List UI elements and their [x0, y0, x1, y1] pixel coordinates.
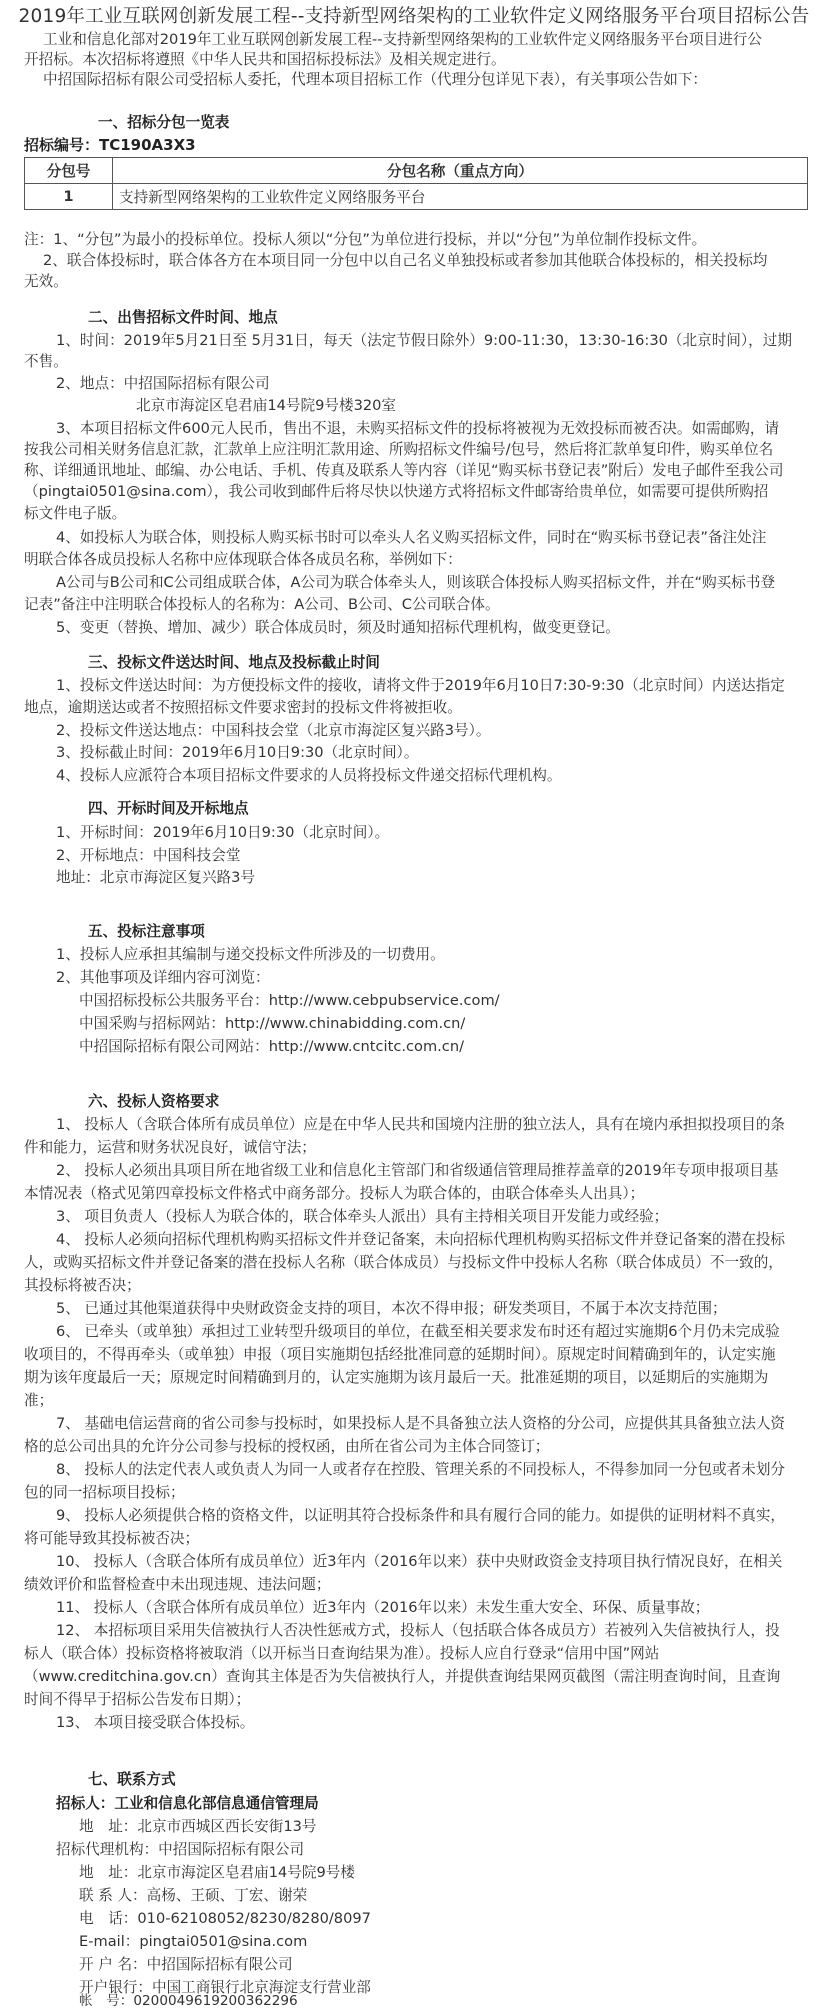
text-line: 时间不得早于招标公告发布日期）； [24, 1691, 251, 1708]
text-line: 13、 本项目接受联合体投标。 [56, 1714, 255, 1731]
text-line: 2、开标地点：中国科技会堂 [56, 847, 241, 864]
text-line: 1、投标人应承担其编制与递交投标文件所涉及的一切费用。 [56, 946, 445, 963]
text-line: 准； [24, 1392, 54, 1409]
text-line: 2、地点：中招国际招标有限公司 [56, 375, 270, 392]
text-line: 1、 投标人（含联合体所有成员单位）应是在中华人民共和国境内注册的独立法人，具有在境内承担拟投项目的条 [56, 1116, 786, 1133]
text-line: 标文件电子版。 [24, 505, 127, 522]
text-line: 1、时间：2019年5月21日至 5月31日，每天（法定节假日除外）9:00-11:30，13:30-16:30（北京时间），过期 [56, 332, 792, 349]
section-heading-opening: 四、开标时间及开标地点 [88, 800, 249, 817]
contact-tenderer: 招标人：工业和信息化部信息通信管理局 [56, 1795, 319, 1812]
text-line: 2、投标文件送达地点：中国科技会堂（北京市海淀区复兴路3号）。 [56, 722, 491, 739]
text-line: 格的总公司出具的允许分公司参与投标的授权函，由所在省公司为主体合同签订； [24, 1438, 550, 1455]
text-line: 6、 已牵头（或单独）承担过工业转型升级项目的单位，在截至相关要求发布时还有超过实施期6个月仍未完成验 [56, 1323, 780, 1340]
text-line: 称、详细通讯地址、邮编、办公电话、手机、传真及联系人等内容（详见“购买标书登记表”附后）发电子邮件至我公司 [24, 462, 784, 479]
section-heading-sale: 二、出售招标文件时间、地点 [88, 309, 278, 326]
text-line: 4、如投标人为联合体，则投标人购买标书时可以牵头人名义购买招标文件，同时在“购买标书登记表”备注处注 [56, 529, 767, 546]
text-line: 4、 投标人必须向招标代理机构购买招标文件并登记备案，未向招标代理机构购买招标文件并登记备案的潜在投标 [56, 1231, 786, 1248]
contact-line: E-mail：pingtai0501@sina.com [79, 1933, 308, 1950]
text-line: 本情况表（格式见第四章投标文件格式中商务部分。投标人为联合体的，由联合体牵头人出具）； [24, 1185, 645, 1202]
text-line: 8、 投标人的法定代表人或负责人为同一人或者存在控股、管理关系的不同投标人，不得参加同一分包或者未划分 [56, 1461, 786, 1478]
text-line: 记表”备注中注明联合体投标人的名称为：A公司、B公司、C公司联合体。 [24, 596, 500, 613]
text-line: 7、 基础电信运营商的省公司参与投标时，如果投标人是不具备独立法人资格的分公司，应提供其具备独立法人资 [56, 1415, 786, 1432]
contact-line: 地 址：北京市海淀区皂君庙14号院9号楼 [79, 1864, 355, 1881]
contact-line: 开 户 名：中招国际招标有限公司 [79, 1956, 293, 1973]
text-line: A公司与B公司和C公司组成联合体，A公司为联合体牵头人，则该联合体投标人购买招标文件，并在“购买标书登 [56, 574, 776, 591]
contact-line: 地 址：北京市西城区西长安街13号 [79, 1818, 317, 1835]
link-line: 中国采购与招标网站：http://www.chinabidding.com.cn/ [79, 1015, 466, 1032]
text-line: 明联合体各成员投标人名称中应体现联合体各成员名称，举例如下： [24, 551, 462, 568]
text-line: 按我公司相关财务信息汇款，汇款单上应注明汇款用途、所购招标文件编号/包号，然后将汇款单复印件，购买单位名 [24, 441, 774, 458]
table-cell: 1 [25, 184, 113, 210]
link-line: 中招国际招标有限公司网站：http://www.cntcitc.com.cn/ [79, 1038, 464, 1055]
page-title: 2019年工业互联网创新发展工程--支持新型网络架构的工业软件定义网络服务平台项目招标公告 [18, 6, 810, 27]
text-line: 人，或购买招标文件并登记备案的潜在投标人名称（联合体成员）与投标文件中投标人名称（联合体成员）不一致的， [24, 1254, 783, 1271]
text-line: 3、 项目负责人（投标人为联合体的，联合体牵头人派出）具有主持相关项目开发能力或经验； [56, 1208, 669, 1225]
note-line: 2、联合体投标时，联合体各方在本项目同一分包中以自己名义单独投标或者参加其他联合体投标的，相关投标均 [43, 252, 768, 269]
contact-line: 电 话：010-62108052/8230/8280/8097 [79, 1910, 371, 1927]
text-line: 10、 投标人（含联合体所有成员单位）近3年内（2016年以来）获中央财政资金支持项目执行情况良好，在相关 [56, 1553, 783, 1570]
text-line: 北京市海淀区皂君庙14号院9号楼320室 [136, 397, 397, 414]
text-line: 1、开标时间：2019年6月10日9:30（北京时间）。 [56, 824, 390, 841]
text-line: （www.creditchina.gov.cn）查询其主体是否为失信被执行人，并提供查询结果网页截图（需注明查询时间，且查询 [24, 1668, 781, 1685]
text-line: 标人（联合体）投标资格将被取消（以开标当日查询结果为准）。投标人应自行登录“信用中国”网站 [24, 1645, 660, 1662]
contact-line: 开户银行：中国工商银行北京海淀支行营业部 [79, 1979, 371, 1996]
table-header-cell: 分包名称（重点方向） [113, 158, 808, 184]
contact-line: 招标代理机构：中招国际招标有限公司 [56, 1841, 305, 1858]
text-line: 2、其他事项及详细内容可浏览： [56, 969, 270, 986]
table-cell: 支持新型网络架构的工业软件定义网络服务平台 [113, 184, 808, 210]
text-line: 11、 投标人（含联合体所有成员单位）近3年内（2016年以来）未发生重大安全、环保、质量事故； [56, 1599, 710, 1616]
text-line: 9、 投标人必须提供合格的资格文件，以证明其符合投标条件和具有履行合同的能力。如提供的证明材料不真实， [56, 1507, 786, 1524]
table-row [25, 184, 808, 210]
tender-code: 招标编号：TC190A3X3 [24, 136, 196, 154]
text-line: 件和能力，运营和财务状况良好，诚信守法； [24, 1139, 316, 1156]
text-line: 4、投标人应派符合本项目招标文件要求的人员将投标文件递交招标代理机构。 [56, 767, 562, 784]
table-header-row [25, 158, 808, 184]
section-heading-packages: 一、招标分包一览表 [98, 114, 230, 131]
section-heading-qualifications: 六、投标人资格要求 [88, 1093, 220, 1110]
text-line: 5、变更（替换、增加、减少）联合体成员时，须及时通知招标代理机构，做变更登记。 [56, 619, 620, 636]
text-line: 绩效评价和监督检查中未出现违规、违法问题； [24, 1576, 331, 1593]
package-table [24, 157, 808, 210]
text-line: 3、投标截止时间：2019年6月10日9:30（北京时间）。 [56, 744, 419, 761]
text-line: 将可能导致其投标被否决； [24, 1530, 200, 1547]
text-line: 12、 本招标项目采用失信被执行人否决性惩戒方式，投标人（包括联合体各成员方）若被列入失信被执行人，投 [56, 1622, 780, 1639]
table-header-cell: 分包号 [25, 158, 113, 184]
note-line: 无效。 [24, 273, 68, 290]
text-line: 其投标将被否决； [24, 1277, 141, 1294]
intro-line: 工业和信息化部对2019年工业互联网创新发展工程--支持新型网络架构的工业软件定义网络服务平台项目进行公 [43, 31, 762, 48]
text-line: 包的同一招标项目投标； [24, 1484, 185, 1501]
intro-line: 中招国际招标有限公司受招标人委托，代理本项目招标工作（代理分包详见下表），有关事项公告如下： [43, 71, 708, 88]
text-line: 1、投标文件送达时间：为方便投标文件的接收，请将文件于2019年6月10日7:30-9:30（北京时间）内送达指定 [56, 677, 785, 694]
text-line: 2、 投标人必须出具项目所在地省级工业和信息化主管部门和省级通信管理局推荐盖章的2019年专项申报项目基 [56, 1162, 779, 1179]
contact-line: 联 系 人：高杨、王硕、丁宏、谢荣 [79, 1887, 308, 1904]
text-line: （pingtai0501@sina.com），我公司收到邮件后将尽快以快递方式将招标文件邮寄给贵单位，如需要可提供所购招 [24, 483, 769, 500]
intro-line: 开招标。本次招标将遵照《中华人民共和国招标投标法》及相关规定进行。 [24, 51, 506, 68]
text-line: 地址：北京市海淀区复兴路3号 [56, 869, 256, 886]
text-line: 期为该年度最后一天；原规定时间精确到月的，认定实施期为该月最后一天。批准延期的项目，以延期后的实施期为 [24, 1369, 769, 1386]
text-line: 收项目的，不得再牵头（或单独）申报（项目实施期包括经批准同意的延期时间）。原规定时间精确到年的，认定实施 [24, 1346, 776, 1363]
contact-line: 帐 号：0200049619200362296 [79, 1993, 298, 2009]
note-line: 注：1、“分包”为最小的投标单位。投标人须以“分包”为单位进行投标，并以“分包”为单位制作投标文件。 [24, 231, 707, 248]
text-line: 5、 已通过其他渠道获得中央财政资金支持的项目，本次不得申报；研发类项目，不属于本次支持范围； [56, 1300, 727, 1317]
text-line: 不售。 [24, 353, 68, 370]
text-line: 3、本项目招标文件600元人民币，售出不退，未购买招标文件的投标将被视为无效投标而被否决。如需邮购，请 [56, 420, 780, 437]
section-heading-submission: 三、投标文件送达时间、地点及投标截止时间 [88, 654, 380, 671]
link-line: 中国招标投标公共服务平台：http://www.cebpubservice.com/ [79, 992, 500, 1009]
section-heading-contact: 七、联系方式 [88, 1771, 176, 1788]
text-line: 地点，逾期送达或者不按照招标文件要求密封的投标文件将被拒收。 [24, 699, 462, 716]
section-heading-notes: 五、投标注意事项 [88, 923, 205, 940]
